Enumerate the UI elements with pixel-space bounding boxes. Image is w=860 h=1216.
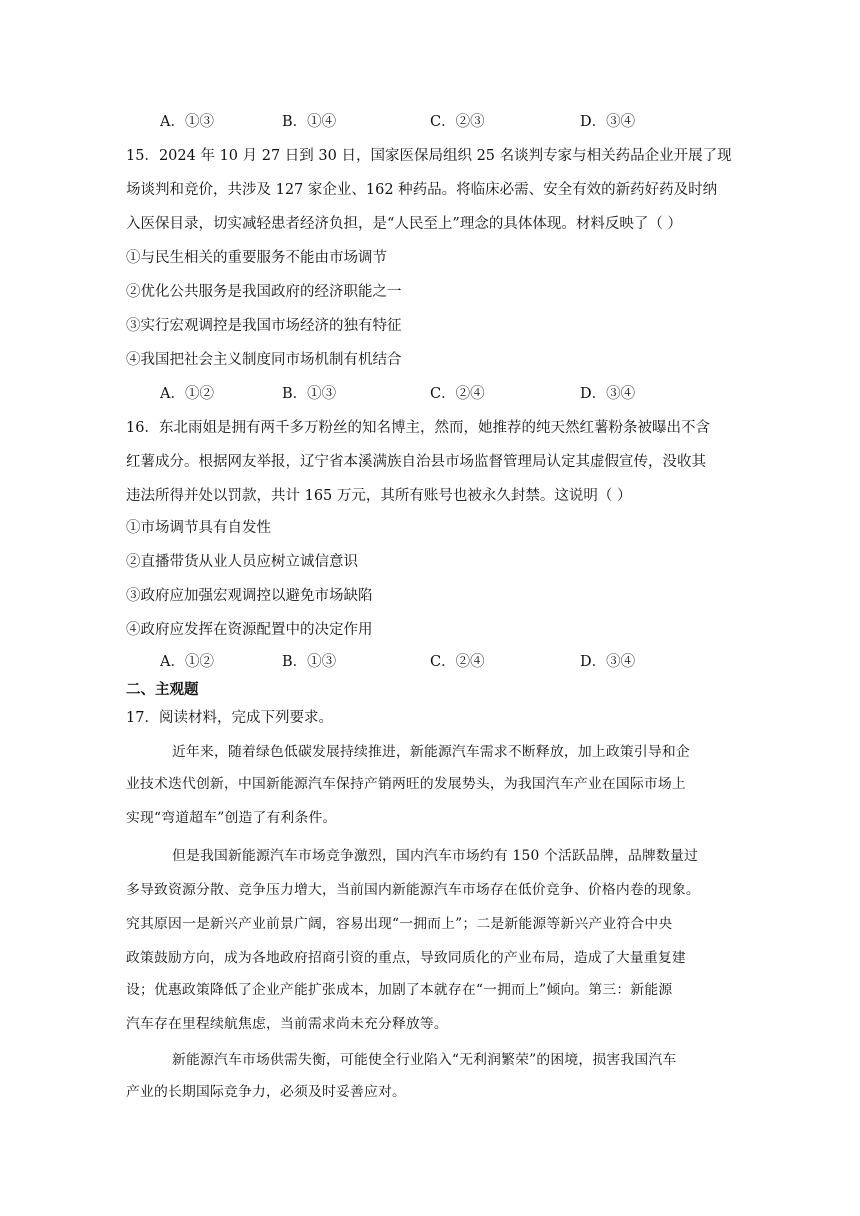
q16-item-1: ①市场调节具有自发性	[126, 520, 271, 536]
q15-option-b: B．①③	[282, 386, 337, 402]
q16-stem-line-2: 红薯成分。根据网友举报，辽宁省本溪满族自治县市场监督管理局认定其虚假宣传，没收其	[126, 454, 706, 470]
q16-stem-line-3: 违法所得并处以罚款，共计 165 万元，其所有账号也被永久封禁。这说明（ ）	[126, 488, 632, 504]
q16-item-3: ③政府应加强宏观调控以避免市场缺陷	[126, 588, 373, 604]
q17-para2-line-5: 设；优惠政策降低了企业产能扩张成本，加剧了本就存在“一拥而上”倾向。第三：新能源	[126, 982, 673, 998]
q17-para2-line-1: 但是我国新能源汽车市场竞争激烈，国内汽车市场约有 150 个活跃品牌，品牌数量过	[172, 848, 698, 864]
q17-para2-line-3: 究其原因一是新兴产业前景广阔，容易出现“一拥而上”；二是新能源等新兴产业符合中央	[126, 916, 673, 932]
q16-item-4: ④政府应发挥在资源配置中的决定作用	[126, 622, 373, 638]
q16-item-2: ②直播带货从业人员应树立诚信意识	[126, 554, 358, 570]
q17-para2-line-2: 多导致资源分散、竞争压力增大，当前国内新能源汽车市场存在低价竞争、价格内卷的现象。	[126, 882, 700, 898]
q15-option-a: A．①②	[160, 386, 214, 402]
section-heading-subjective: 二、主观题	[126, 682, 199, 698]
q16-option-b: B．①③	[282, 654, 337, 670]
q17-para3-line-2: 产业的长期国际竞争力，必须及时妥善应对。	[126, 1084, 406, 1100]
q14-option-c: C．②③	[430, 114, 485, 130]
q15-item-2: ②优化公共服务是我国政府的经济职能之一	[126, 284, 402, 300]
q15-item-3: ③实行宏观调控是我国市场经济的独有特征	[126, 318, 402, 334]
q16-option-d: D．③④	[580, 654, 636, 670]
q17-stem: 17．阅读材料，完成下列要求。	[126, 710, 333, 726]
q17-para3-line-1: 新能源汽车市场供需失衡，可能使全行业陷入“无利润繁荣”的困境，损害我国汽车	[172, 1052, 677, 1068]
q16-option-c: C．②④	[430, 654, 485, 670]
q15-option-d: D．③④	[580, 386, 636, 402]
q15-stem-line-1: 15．2024 年 10 月 27 日到 30 日，国家医保局组织 25 名谈判专家与相关药品企业开展了现	[126, 148, 732, 164]
q14-option-b: B．①④	[282, 114, 337, 130]
q17-para1-line-1: 近年来，随着绿色低碳发展持续推进，新能源汽车需求不断释放，加上政策引导和企	[172, 744, 690, 760]
q17-para1-line-2: 业技术迭代创新，中国新能源汽车保持产销两旺的发展势头，为我国汽车产业在国际市场上	[126, 776, 686, 792]
q15-item-4: ④我国把社会主义制度同市场机制有机结合	[126, 352, 402, 368]
q16-option-a: A．①②	[160, 654, 214, 670]
q17-para2-line-4: 政策鼓励方向，成为各地政府招商引资的重点，导致同质化的产业布局，造成了大量重复建	[126, 950, 686, 966]
q17-para1-line-3: 实现“弯道超车”创造了有利条件。	[126, 810, 337, 826]
q15-item-1: ①与民生相关的重要服务不能由市场调节	[126, 250, 387, 266]
q15-stem-line-2: 场谈判和竞价，共涉及 127 家企业、162 种药品。将临床必需、安全有效的新药好药及时纳	[126, 182, 718, 198]
q15-option-c: C．②④	[430, 386, 485, 402]
q14-option-d: D．③④	[580, 114, 636, 130]
q17-para2-line-6: 汽车存在里程续航焦虑，当前需求尚未充分释放等。	[126, 1016, 448, 1032]
q15-stem-line-3: 入医保目录，切实减轻患者经济负担，是“人民至上”理念的具体体现。材料反映了（ ）	[126, 216, 682, 232]
q16-stem-line-1: 16．东北雨姐是拥有两千多万粉丝的知名博主，然而，她推荐的纯天然红薯粉条被曝出不含	[126, 420, 710, 436]
q14-option-a: A．①③	[160, 114, 214, 130]
